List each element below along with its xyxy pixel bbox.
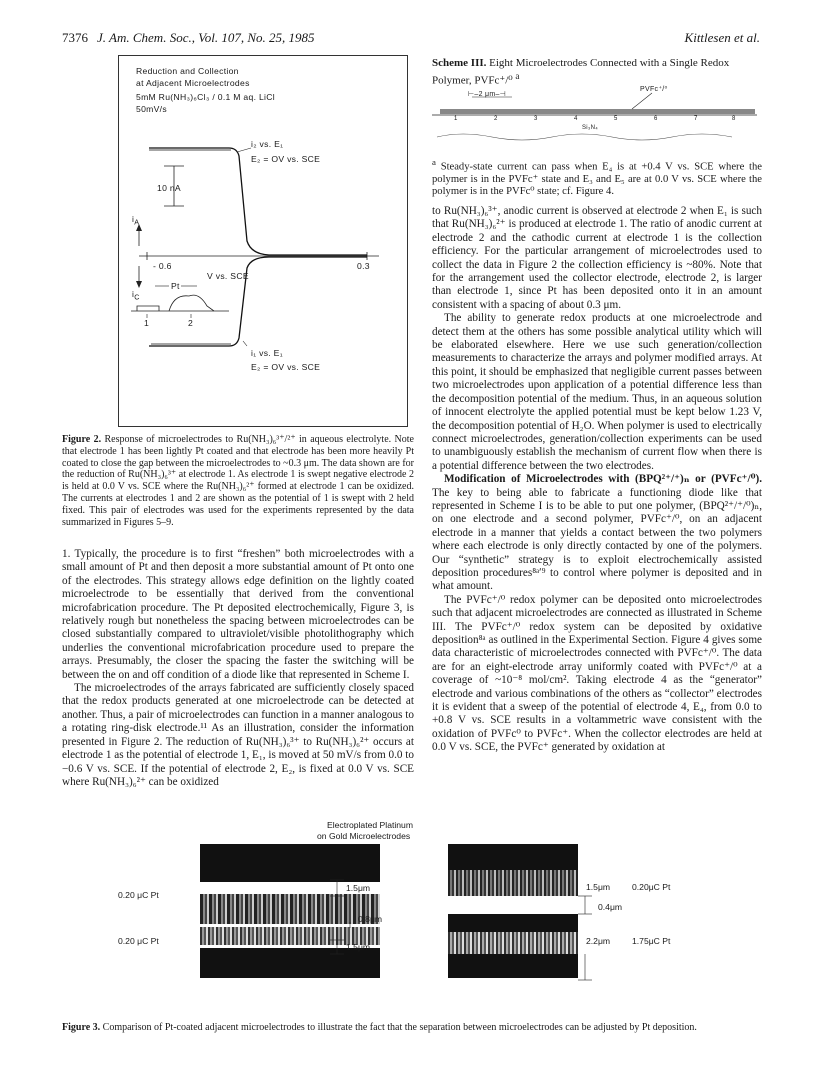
scheme-3-footnote-sup: a [432,157,436,167]
fig2-title-3: 5mM Ru(NH₃)₆Cl₃ / 0.1 M aq. LiCl [136,92,275,102]
fig3-annotations [90,820,740,1000]
fig2-ic-sub: C [134,293,140,302]
fig2-electrode-1: 1 [144,318,150,328]
fig2-title-1: Reduction and Collection [136,66,239,76]
fig2-pt-label: Pt [171,281,180,291]
running-authors: Kittlesen et al. [684,30,760,45]
fig2-x-axis-label: V vs. SCE [207,271,249,281]
fig2-ia-text: i [132,214,135,224]
fig2-x-pos-tick: 0.3 [357,261,370,271]
fig3-left-gap-bot: 1.5μm [346,942,371,952]
fig2-scale-bar-label: 10 nA [157,183,181,193]
figure-2-caption [62,434,414,528]
fig3-left-top-label: 0.20 μC Pt [118,890,159,900]
scheme-3-diagram [432,85,762,145]
page-number: 7376 [62,30,88,45]
fig2-ic-text: i [132,289,135,299]
scheme-3-electrode-8: 8 [732,116,736,122]
right-paragraph-1: to Ru(NH₃)₆³⁺, anodic current is observed at electrode 2 when E₁ is such that Ru(NH₃)₆²⁺ is produced at electrode 1. The ratio of anodic current at electrode 2 and the cathodic current at electrode 1 is the collection efficiency. For the particular arrangement of microelectrodes used to collect the data in Figure 2 the collection efficiency is ~80%. Note that for the arrangement used the collector electrode, electrode 2, is larger than electrode 1, since Pt has been deposited onto it in an amount consistent with a spacing of about 0.3 μm. [432,205,762,311]
fig3-right-gap-mid: 0.4μm [598,902,623,912]
fig3-title-1: Electroplated Platinum [327,820,413,830]
fig3-left-gap-top: 1.5μm [346,883,371,893]
left-paragraph-1: 1. Typically, the procedure is to first “freshen” both microelectrodes with a small amount of Pt and then deposit a more substantial amount of Pt onto one of the electrodes. This strategy allows edge definition on the lightly coated microelectrode to be essentially that derived from the conventional microfabrication procedure. The Pt deposited electrochemically, Figure 3, is relatively rough but nonetheless the spacing between microelectrodes can be closed substantially compared to ultraviolet/visible photolithography which underlies the conventional microfabrication procedure used to prepare the arrays. Presumably, the closer the spacing the faster the switching will be between the on and off condition of a diode like that represented in Scheme I. [62,548,414,681]
scheme-3-spacing: ⊢–2 μm–⊣ [468,91,507,98]
scheme-3-electrode-7: 7 [694,116,698,122]
right-paragraph-3-text: The key to being able to fabricate a functioning diode like that represented in Scheme I is to be able to put one polymer, (BPQ²⁺/⁺/⁰)ₙ, on one electrode and a second polymer, PVFc⁺/⁰, on an adjacent electrode in a manner that yields a contact between the two polymers where each electrode is only directly contacted by one of the polymers. Our “synthetic” strategy is to exploit electrochemically assisted deposition procedures⁸ᵃʹ⁹ to control where polymer is deposited and in what amount. [432,486,762,593]
scheme-3-footnote-text: Steady-state current can pass when E₄ is at +0.4 V vs. SCE where the polymer is in the PVFc⁺ state and E₃ and E₅ are at 0.0 V vs. SCE where the polymer is in the PVFc⁰ state; cf. Figure 4. [432,161,762,197]
fig3-left-bottom-label: 0.20 μC Pt [118,936,159,946]
fig2-i2-label: i₂ vs. E₁ [251,139,284,149]
right-paragraph-2: The ability to generate redox products at one microelectrode and detect them at the others has some possible analytical utility which will be elaborated elsewhere. Here we use such generation/collection measurements to characterize the arrays and polymer modified arrays. At this point, it should be emphasized that negligible current passes between two microelectrodes upon application of a potential difference less than the decomposition potential of the medium. Thus, in an aqueous solution of innocent electrolyte the applied potential must be kept below 1.23 V, the decomposition potential of H₂O. When polymer is used to electrically connect microelectrodes, generation/collection experiments can be used to unambiguously establish the mechanism of current flow when there is a potential difference between the two electrodes. [432,312,762,472]
fig3-left-gap-mid: 0.8μm [358,914,383,924]
left-column-text [62,548,414,789]
figure-3-caption [62,1022,762,1034]
fig2-ia-label [132,214,139,227]
fig2-x-neg-tick: - 0.6 [153,261,172,271]
figure-2-caption-label: Figure 2. [62,434,102,445]
fig2-e2-bot-label: E₂ = OV vs. SCE [251,362,321,372]
fig3-title-2: on Gold Microelectrodes [317,831,411,841]
journal-citation: J. Am. Chem. Soc., Vol. 107, No. 25, 1985 [97,30,315,45]
fig2-title-4: 50mV/s [136,104,167,114]
scheme-3-polymer-label: PVFc⁺/⁰ [640,86,668,93]
fig2-i1-label: i₁ vs. E₁ [251,348,283,358]
fig2-ia-sub: A [134,218,140,227]
scheme-3-title-text: Eight Microelectrodes Connected with a Single Redox Polymer, PVFc⁺/⁰ [432,57,730,87]
fig2-e2-top-label: E₂ = OV vs. SCE [251,154,321,164]
fig3-right-gap-bot: 2.2μm [586,936,611,946]
scheme-3-electrode-2: 2 [494,116,498,122]
fig2-electrode-2: 2 [188,318,194,328]
scheme-3-title-sup: a [515,70,520,81]
figure-3 [90,820,740,1050]
left-paragraph-2: The microelectrodes of the arrays fabricated are sufficiently closely spaced that the redox products generated at one microelectrode can be detected at another. Thus, a pair of microelectrodes can function in a manner analogous to a rotating ring-disk electrode.¹¹ As an illustration, consider the information presented in Figure 2. The reduction of Ru(NH₃)₆³⁺ to Ru(NH₃)₆²⁺ occurs at electrode 1 as the potential of electrode 1, E₁, is moved at 50 mV/s from 0.0 to −0.6 V vs. SCE. If the potential of electrode 2, E₂, is fixed at 0.0 V vs. SCE where Ru(NH₃)₆²⁺ can be oxidized [62,682,414,788]
figure-2-caption-text: Response of microelectrodes to Ru(NH₃)₆³⁺/²⁺ in aqueous electrolyte. Note that electrode 1 has been lightly Pt coated and that electrode has been more heavily Pt coated to close the gap between the microelectrodes to ~0.3 μm. The data shown are for the reduction of Ru(NH₃)₆³⁺ at electrode 1. As electrode 1 is swept negative electrode 2 is held at 0.0 V vs. SCE where the Ru(NH₃)₆²⁺ formed at electrode 1 can be oxidized. The currents at electrodes 1 and 2 are shown as the potential of 1 is swept with 2 held fixed. This pair of electrodes was used for the experiments represented by the data summarized in Figures 5–9. [62,434,414,528]
scheme-3-title [432,57,762,87]
right-column-text [432,205,762,755]
section-heading: Modification of Microelectrodes with (BPQ²⁺/⁺)ₙ or (PVFc⁺/⁰). [444,473,762,486]
fig3-right-label-bot: 1.75μC Pt [632,936,671,946]
scheme-3-title-label: Scheme III. [432,57,487,69]
fig3-right-label-top: 0.20μC Pt [632,882,671,892]
scheme-3-electrode-5: 5 [614,116,618,122]
scheme-3-substrate: Si₃N₄ [582,125,599,131]
fig2-ic-label [132,289,140,302]
fig2-title-2: at Adjacent Microelectrodes [136,78,250,88]
scheme-3-electrode-6: 6 [654,116,658,122]
scheme-3-electrode-3: 3 [534,116,538,122]
figure-3-caption-text: Comparison of Pt-coated adjacent microelectrodes to illustrate the fact that the separation between microelectrodes can be adjusted by Pt deposition. [102,1022,697,1033]
right-paragraph-4: The PVFc⁺/⁰ redox polymer can be deposited onto microelectrodes such that adjacent microelectrodes are connected as illustrated in Scheme III. The PVFc⁺/⁰ redox system can be deposited by oxidative deposition⁸ᵃ as outlined in the Experimental Section. Figure 4 gives some data characteristic of microelectrodes connected with PVFc⁺/⁰. The data are for an eight-electrode array uniformly coated with PVFc⁺/⁰ at a coverage of ~10⁻⁸ mol/cm². Taking electrode 4 as the “generator” electrode and various combinations of the others as “collector” electrodes it is evident that a sweep of the potential of electrode 4, E₄, from 0.0 to +0.8 V vs. SCE results in a voltammetric wave consistent with the oxidation of PVFc⁰ to PVFc⁺. When the collector electrodes are held at 0.0 V vs. SCE, the PVFc⁺ generated by oxidation at [432,593,762,754]
figure-3-caption-label: Figure 3. [62,1022,101,1033]
fig3-right-gap-top: 1.5μm [586,882,611,892]
scheme-3-footnote [432,156,762,198]
scheme-3-electrode-1: 1 [454,116,458,122]
scheme-3-electrode-4: 4 [574,116,578,122]
figure-2-box [118,55,408,427]
right-paragraph-3 [432,473,762,594]
